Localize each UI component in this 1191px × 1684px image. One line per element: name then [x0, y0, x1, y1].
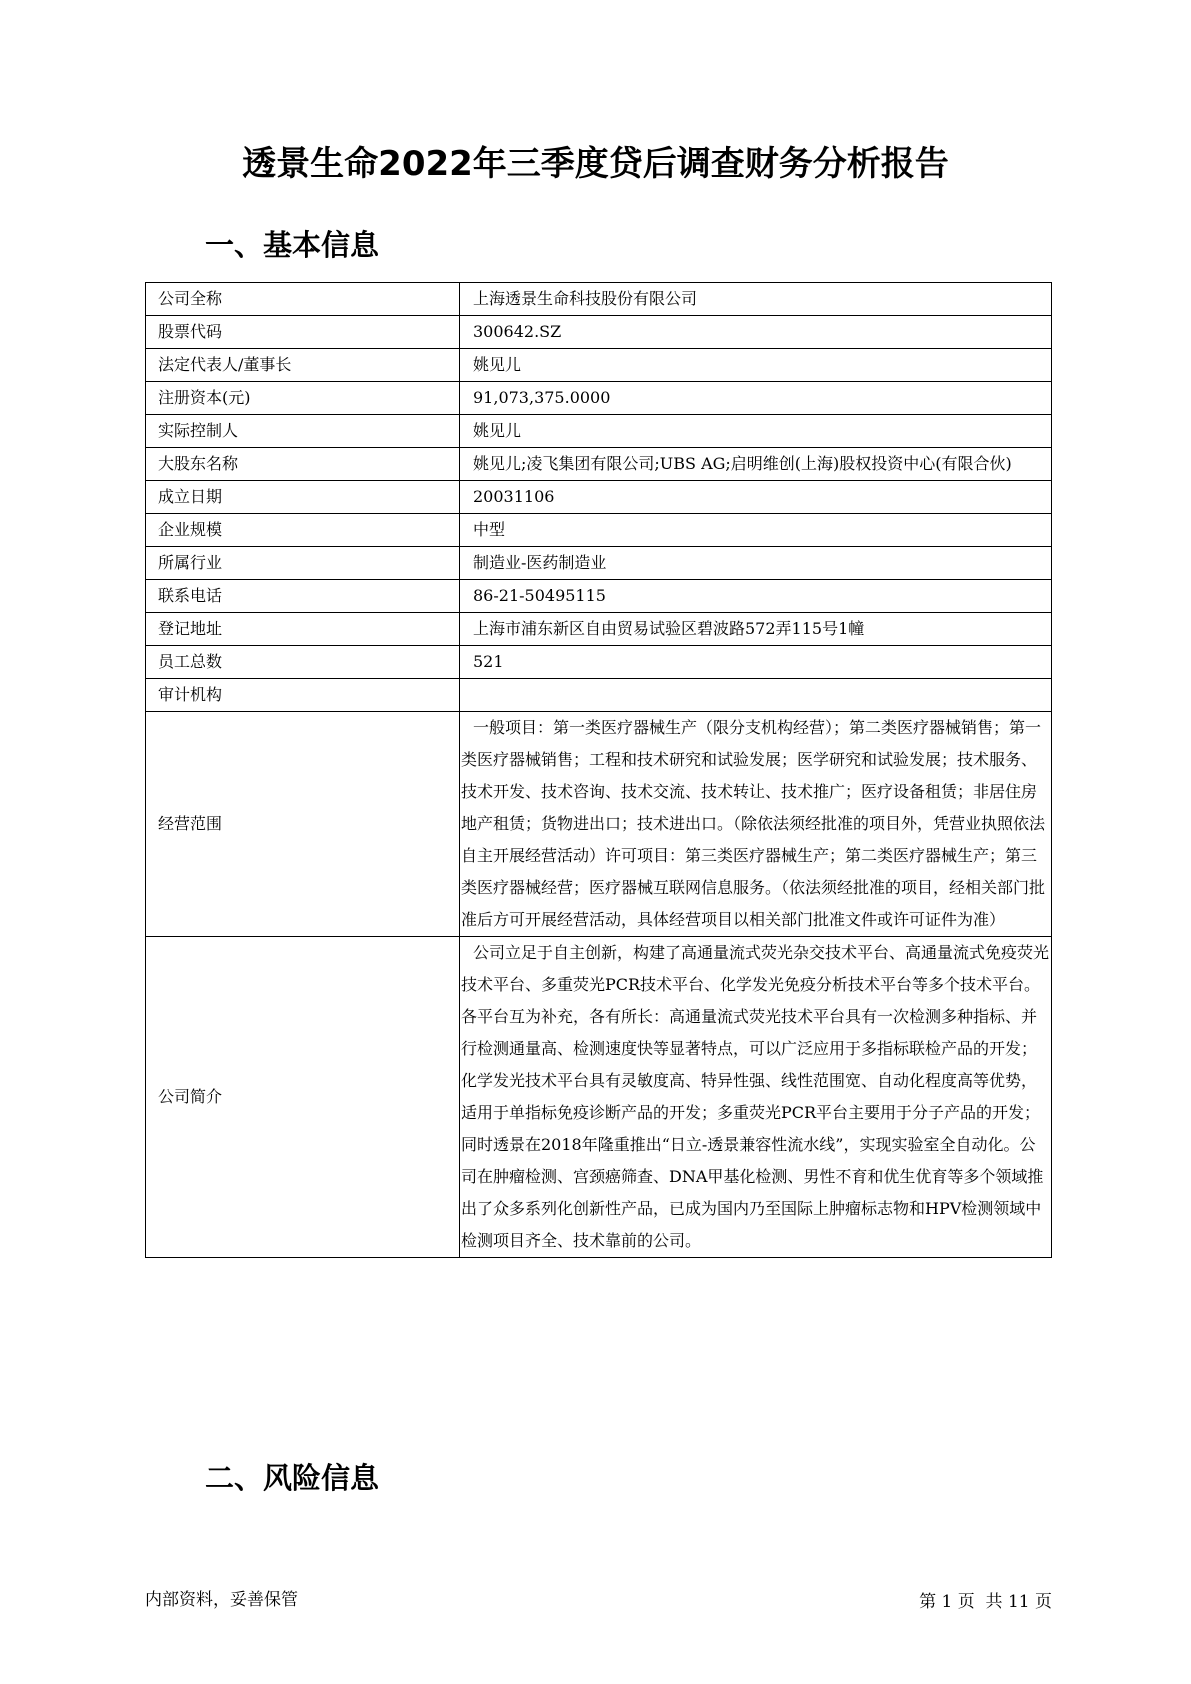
- row-label: 登记地址: [146, 613, 460, 646]
- footer-page-indicator: 第 1 页 共 11 页: [919, 1592, 1052, 1612]
- table-row: [146, 481, 1052, 514]
- table-row: [146, 382, 1052, 415]
- row-value: [460, 712, 1052, 937]
- contact-phone: 86-21-50495115: [473, 586, 606, 605]
- row-label: 审计机构: [146, 679, 460, 712]
- table-row: [146, 415, 1052, 448]
- employee-count: 521: [473, 652, 504, 671]
- row-label: 大股东名称: [146, 448, 460, 481]
- row-label: 企业规模: [146, 514, 460, 547]
- row-label: 公司简介: [146, 937, 460, 1258]
- table-row: [146, 613, 1052, 646]
- row-label: 成立日期: [146, 481, 460, 514]
- table-row: [146, 283, 1052, 316]
- table-row: [146, 937, 1052, 1258]
- row-label: 实际控制人: [146, 415, 460, 448]
- row-value: [460, 613, 1052, 646]
- legal-representative: 姚见儿: [473, 355, 522, 374]
- table-row: [146, 646, 1052, 679]
- row-label: 员工总数: [146, 646, 460, 679]
- document-title: 透景生命2022年三季度贷后调查财务分析报告: [242, 144, 949, 184]
- table-row: [146, 349, 1052, 382]
- table-row: [146, 712, 1052, 937]
- row-value: [460, 937, 1052, 1258]
- enterprise-scale: 中型: [473, 520, 506, 539]
- row-value: [460, 481, 1052, 514]
- row-label: 注册资本(元): [146, 382, 460, 415]
- row-label: 法定代表人/董事长: [146, 349, 460, 382]
- basic-info-table: [145, 282, 1052, 1258]
- table-row: [146, 448, 1052, 481]
- row-label: 所属行业: [146, 547, 460, 580]
- table-row: [146, 514, 1052, 547]
- row-value: [460, 316, 1052, 349]
- footer-confidential-note: 内部资料，妥善保管: [145, 1590, 298, 1610]
- table-row: [146, 580, 1052, 613]
- row-value: [460, 283, 1052, 316]
- registered-address: 上海市浦东新区自由贸易试验区碧波路572弄115号1幢: [473, 619, 865, 638]
- registered-capital: 91,073,375.0000: [473, 388, 611, 407]
- row-value: [460, 547, 1052, 580]
- row-value: [460, 580, 1052, 613]
- actual-controller: 姚见儿: [473, 421, 522, 440]
- row-value: [460, 679, 1052, 712]
- row-value: [460, 646, 1052, 679]
- company-profile: 公司立足于自主创新，构建了高通量流式荧光杂交技术平台、高通量流式免疫荧光技术平台、多重荧光PCR技术平台、化学发光免疫分析技术平台等多个技术平台。各平台互为补充，各有所长：高通量流式荧光技术平台具有一次检测多种指标、并行检测通量高、检测速度快等显著特点，可以广泛应用于多指标联检产品的开发；化学发光技术平台具有灵敏度高、特异性强、线性范围宽、自动化程度高等优势，适用于单指标免疫诊断产品的开发；多重荧光PCR平台主要用于分子产品的开发；同时透景在2018年隆重推出“日立-透景兼容性流水线”，实现实验室全自动化。公司在肿瘤检测、宫颈癌筛查、DNA甲基化检测、男性不育和优生优育等多个领域推出了众多系列化创新性产品，已成为国内乃至国际上肿瘤标志物和HPV检测领域中检测项目齐全、技术靠前的公司。: [461, 943, 1050, 1250]
- table-row: [146, 547, 1052, 580]
- section-heading-risk-info: 二、风险信息: [205, 1461, 380, 1495]
- establishment-date: 20031106: [473, 487, 555, 506]
- major-shareholders: 姚见儿;凌飞集团有限公司;UBS AG;启明维创(上海)股权投资中心(有限合伙): [473, 454, 1012, 473]
- row-value: [460, 349, 1052, 382]
- industry: 制造业-医药制造业: [473, 553, 607, 572]
- row-label: 公司全称: [146, 283, 460, 316]
- section-heading-basic-info: 一、基本信息: [205, 228, 380, 262]
- row-label: 股票代码: [146, 316, 460, 349]
- row-value: [460, 514, 1052, 547]
- stock-code: 300642.SZ: [473, 322, 562, 341]
- row-value: [460, 415, 1052, 448]
- table-row: [146, 316, 1052, 349]
- row-label: 经营范围: [146, 712, 460, 937]
- row-value: [460, 448, 1052, 481]
- business-scope: 一般项目：第一类医疗器械生产（限分支机构经营）；第二类医疗器械销售；第一类医疗器械销售；工程和技术研究和试验发展；医学研究和试验发展；技术服务、技术开发、技术咨询、技术交流、技术转让、技术推广；医疗设备租赁；非居住房地产租赁；货物进出口；技术进出口。（除依法须经批准的项目外，凭营业执照依法自主开展经营活动）许可项目：第三类医疗器械生产；第二类医疗器械生产；第三类医疗器械经营；医疗器械互联网信息服务。（依法须经批准的项目，经相关部门批准后方可开展经营活动，具体经营项目以相关部门批准文件或许可证件为准）: [461, 718, 1046, 929]
- row-label: 联系电话: [146, 580, 460, 613]
- table-row: [146, 679, 1052, 712]
- company-full-name: 上海透景生命科技股份有限公司: [473, 289, 698, 308]
- row-value: [460, 382, 1052, 415]
